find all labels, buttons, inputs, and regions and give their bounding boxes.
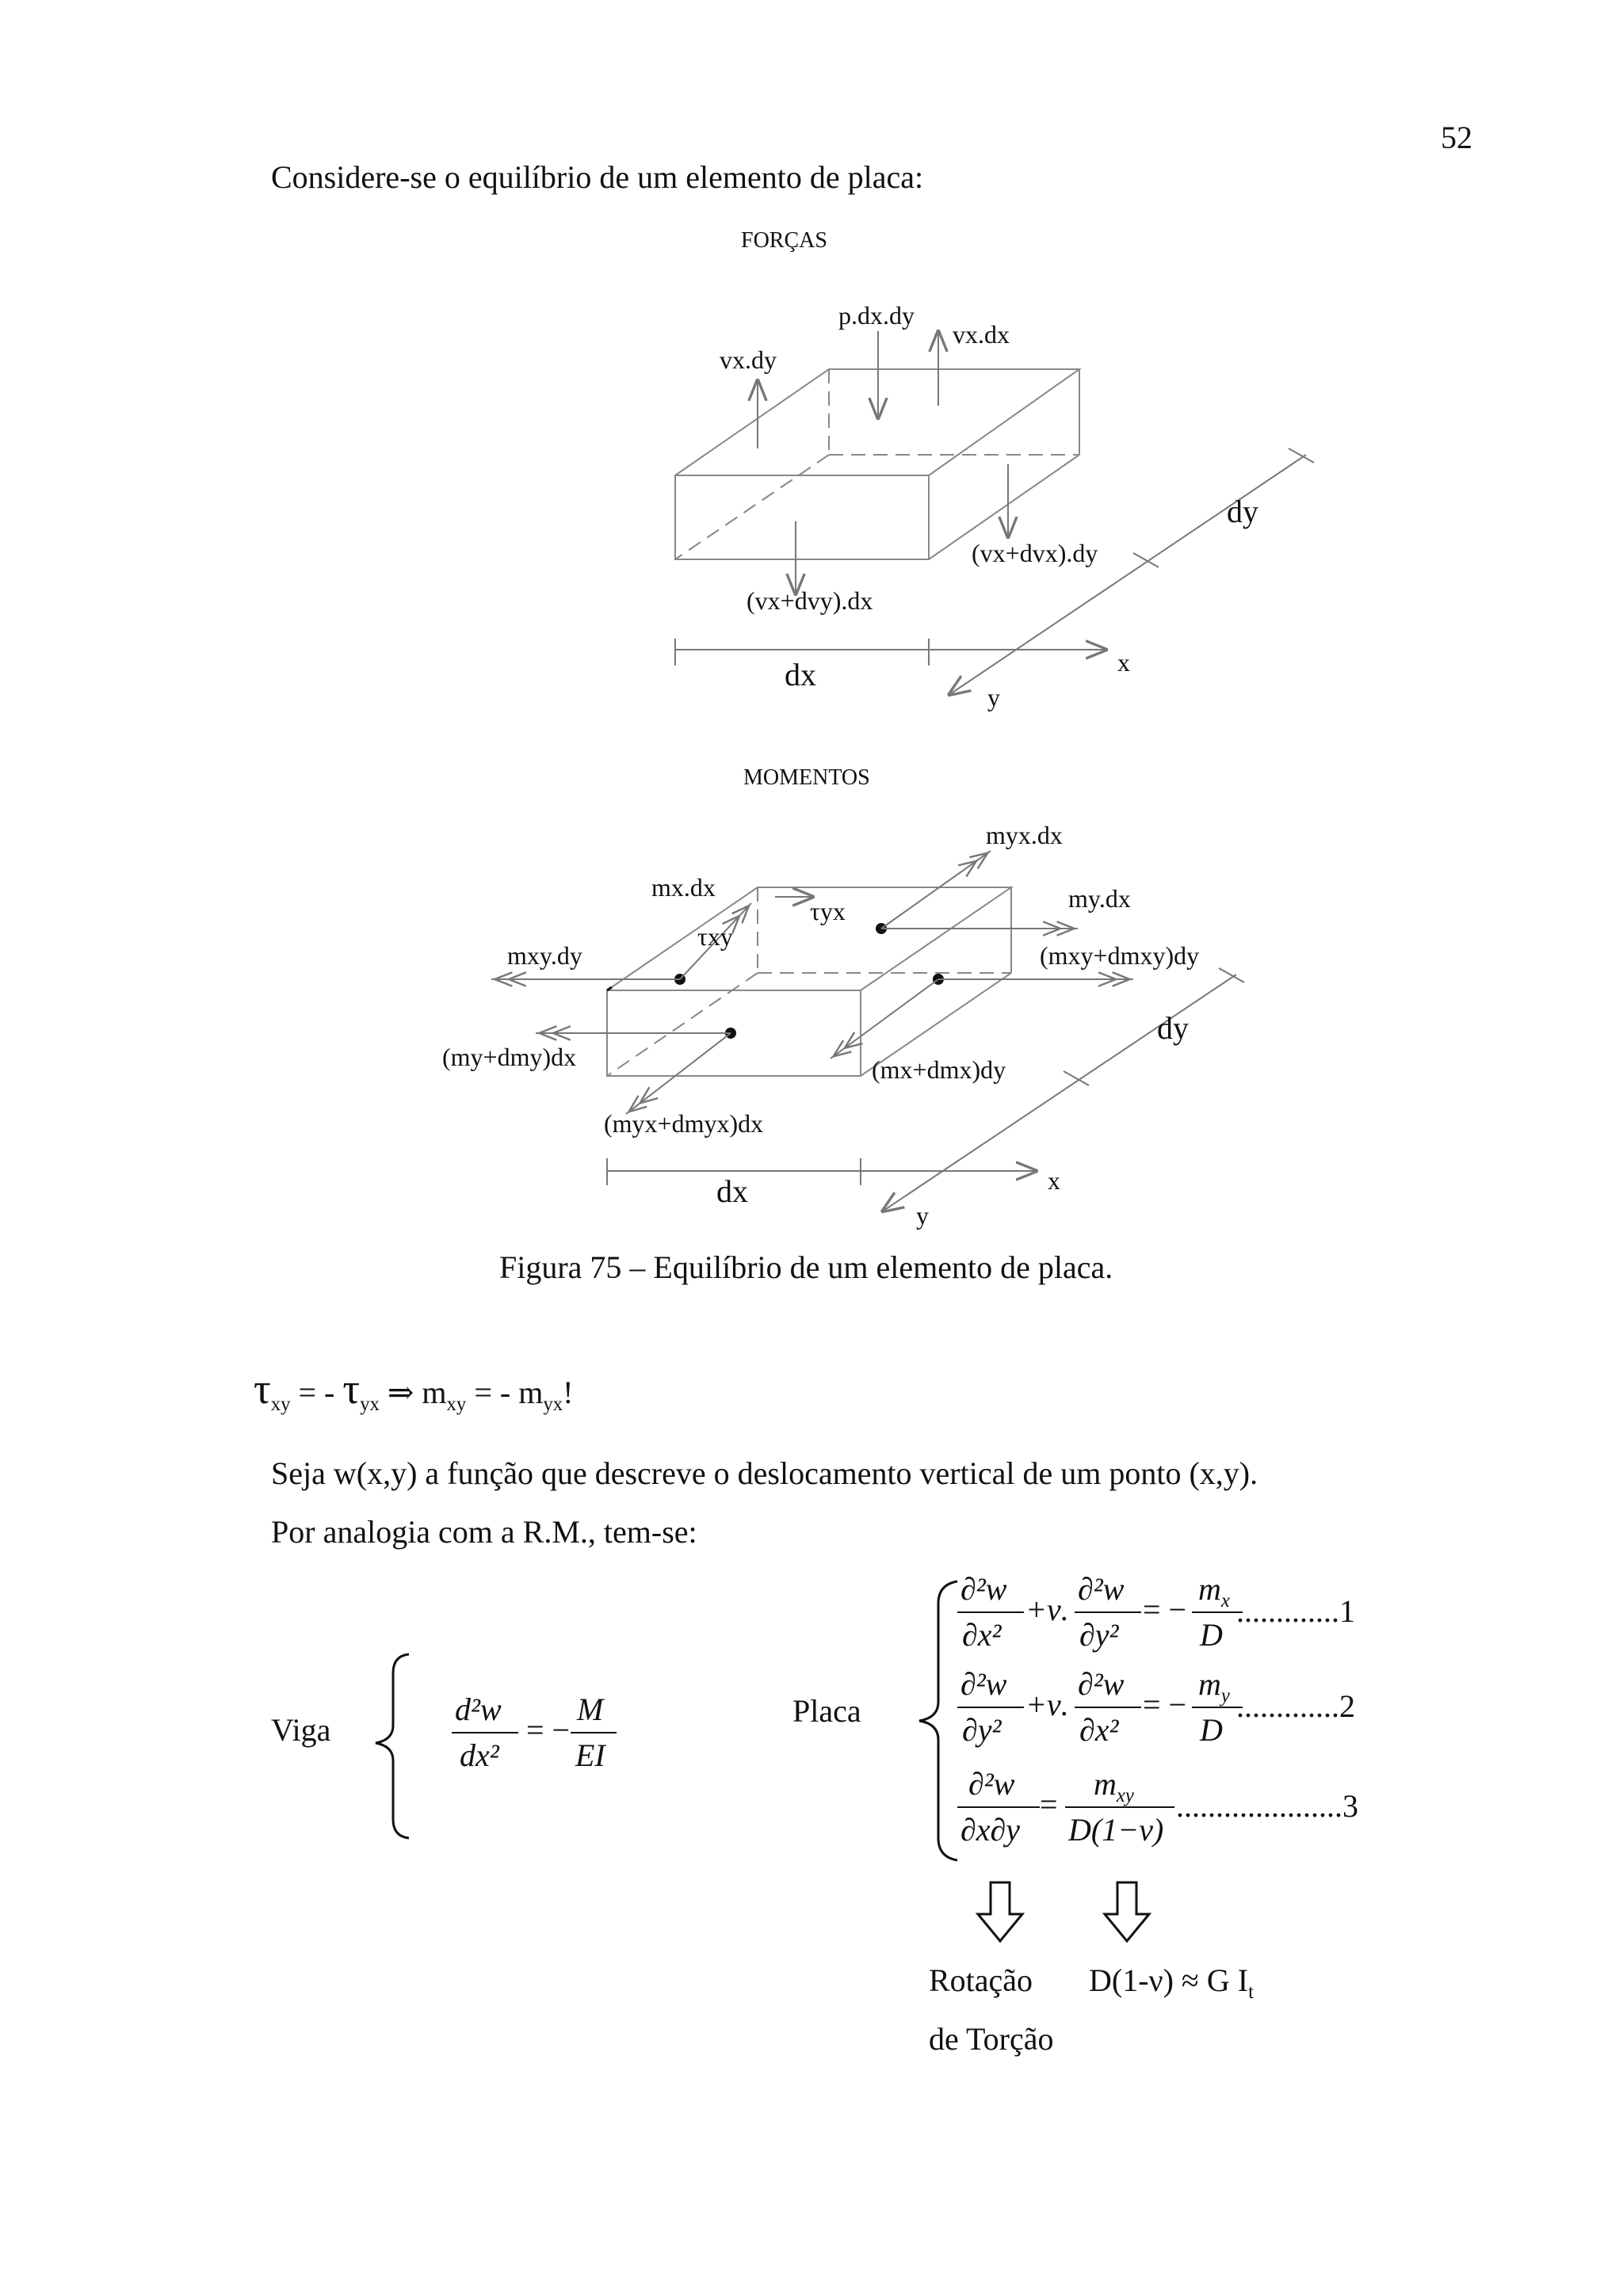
eq2-r-m: m: [1198, 1666, 1221, 1702]
viga-num: d²w: [455, 1691, 502, 1727]
tau-eq-1: = -: [290, 1375, 343, 1410]
label-rotacao: Rotação: [929, 1962, 1033, 1998]
intro-text: Considere-se o equilíbrio de um elemento de placa:: [271, 159, 924, 195]
label-x-forces: x: [1117, 648, 1130, 677]
tau-symbol-1: τ: [254, 1365, 271, 1413]
eq3-r-m: m: [1094, 1766, 1117, 1802]
eq1-plus: +ν.: [1025, 1592, 1069, 1627]
label-mxdmx: (mx+dmx)dy: [872, 1055, 1006, 1084]
label-vxdvy: (vx+dvy).dx: [747, 586, 873, 615]
tau-sub-xy: xy: [270, 1394, 291, 1415]
eq1-b-num: ∂²w: [1078, 1571, 1125, 1607]
label-vxdvx: (vx+dvx).dy: [972, 539, 1098, 567]
hollow-arrow-2-icon: [1105, 1882, 1149, 1941]
label-mxydmxy: (mxy+dmxy)dy: [1040, 941, 1200, 970]
label-mxdx: mx.dx: [651, 873, 716, 902]
eq1-dots: .............1: [1236, 1593, 1355, 1629]
label-dy-forces: dy: [1227, 494, 1258, 529]
eq2-plus: +ν.: [1025, 1687, 1069, 1722]
eq3-eq: =: [1040, 1787, 1058, 1822]
label-mxydy: mxy.dy: [507, 941, 582, 970]
label-x-moments: x: [1048, 1166, 1060, 1195]
eq2-a-den: ∂y²: [962, 1712, 1002, 1748]
eq3-r-den: D(1−ν): [1068, 1812, 1164, 1848]
label-torcao: de Torção: [929, 2021, 1054, 2057]
eq2-b-num: ∂²w: [1078, 1666, 1125, 1702]
eq2-r-den: D: [1200, 1712, 1223, 1748]
paragraph-1: Seja w(x,y) a função que descreve o deslocamento vertical de um ponto (x,y).: [271, 1455, 1258, 1491]
figure-caption: Figura 75 – Equilíbrio de um elemento de placa.: [499, 1249, 1113, 1285]
label-dx-forces: dx: [785, 657, 816, 692]
eq3-r-sub: xy: [1116, 1785, 1134, 1806]
m-sub-yx: yx: [543, 1394, 563, 1415]
label-vxdx: vx.dx: [953, 320, 1010, 349]
tau-symbol-2: τ: [342, 1365, 361, 1413]
eq1-r-m: m: [1198, 1571, 1221, 1607]
tau-implies: ⇒ m: [379, 1375, 447, 1410]
label-y-moments: y: [916, 1201, 929, 1230]
paragraph-2: Por analogia com a R.M., tem-se:: [271, 1514, 697, 1550]
eq2-a-num: ∂²w: [960, 1666, 1007, 1702]
eq1-a-den: ∂x²: [962, 1617, 1002, 1653]
placa-label: Placa: [792, 1693, 861, 1729]
eq1-r-den: D: [1200, 1617, 1223, 1653]
label-vxdy: vx.dy: [720, 345, 777, 374]
viga-rden: EI: [575, 1737, 605, 1773]
page-number: 52: [1441, 120, 1472, 155]
eq3-a-num: ∂²w: [968, 1766, 1015, 1802]
label-y-forces: y: [987, 683, 1000, 711]
eq1-a-num: ∂²w: [960, 1571, 1007, 1607]
label-myxdx: myx.dx: [986, 821, 1063, 849]
hollow-arrow-1-icon: [978, 1882, 1022, 1941]
eq3-dots: .....................3: [1176, 1788, 1358, 1824]
eq3-a-den: ∂x∂y: [960, 1812, 1021, 1848]
tau-bang: !: [563, 1375, 574, 1410]
forces-title: FORÇAS: [741, 228, 827, 253]
m-sub-xy: xy: [446, 1394, 467, 1415]
label-dnu-text: D(1-ν) ≈ G I: [1089, 1962, 1249, 1998]
eq1-eq: = −: [1143, 1592, 1187, 1627]
eq2-dots: .............2: [1236, 1688, 1355, 1724]
label-mydx: my.dx: [1068, 884, 1131, 913]
eq1-r-sub: x: [1220, 1590, 1230, 1611]
viga-label: Viga: [271, 1712, 331, 1748]
label-dnu-sub: t: [1248, 1981, 1254, 2003]
eq2-r-sub: y: [1220, 1685, 1230, 1707]
eq2-eq: = −: [1143, 1687, 1187, 1722]
tau-eq-2: = - m: [466, 1375, 544, 1410]
label-tauyx: τyx: [810, 897, 846, 925]
label-myxdmyx: (myx+dmyx)dx: [604, 1109, 764, 1138]
moments-title: MOMENTOS: [743, 765, 870, 790]
label-dx-moments: dx: [716, 1173, 748, 1209]
label-tauxy: τxy: [697, 922, 733, 951]
eq2-b-den: ∂x²: [1079, 1712, 1119, 1748]
label-dy-moments: dy: [1157, 1010, 1189, 1046]
tau-sub-yx: yx: [360, 1394, 380, 1415]
eq1-b-den: ∂y²: [1079, 1617, 1119, 1653]
viga-den: dx²: [460, 1737, 499, 1773]
viga-rnum: M: [577, 1691, 604, 1727]
label-pdxdy: p.dx.dy: [838, 301, 915, 330]
label-dnu: [1089, 1962, 1254, 2004]
viga-eq: = −: [526, 1712, 571, 1748]
label-mydmy: (my+dmy)dx: [442, 1043, 577, 1071]
